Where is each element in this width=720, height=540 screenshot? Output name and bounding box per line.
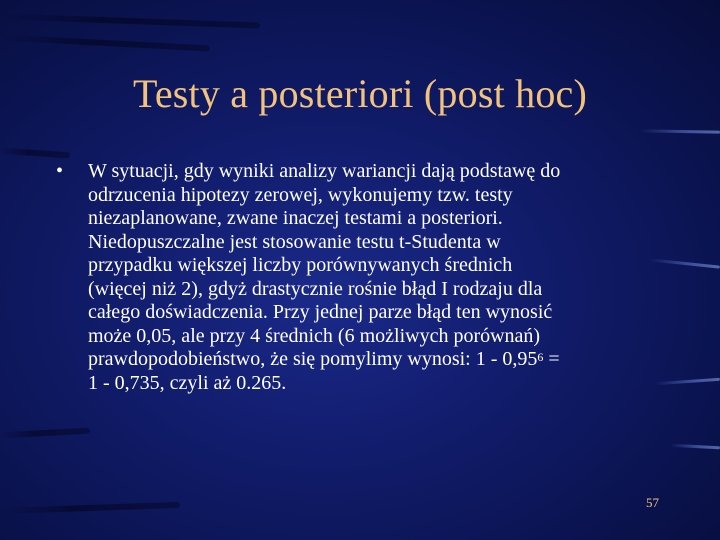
decorative-streak [0, 13, 260, 28]
body-line: Niedopuszczalne jest stosowanie testu t-Studenta w [88, 230, 501, 253]
exponent: 6 [537, 350, 544, 364]
decorative-streak [0, 148, 70, 159]
bullet-item [56, 160, 676, 395]
body-line: (więcej niż 2), gdyż drastycznie rośnie błąd I rodzaju dla [88, 277, 543, 300]
page-number: 57 [646, 495, 659, 510]
bullet-text [88, 160, 676, 395]
slide-title: Testy a posteriori (post hoc) [132, 71, 587, 116]
bullet-icon: • [56, 160, 64, 182]
body-line: niezaplanowane, zwane inaczej testami a posteriori. [88, 207, 503, 229]
decorative-streak [670, 444, 720, 450]
body-line: 1 - 0,735, czyli aż 0.265. [88, 371, 287, 394]
decorative-streak [0, 428, 90, 439]
body-line: może 0,05, ale przy 4 średnich (6 możliwych porównań) [88, 324, 541, 347]
body-line: całego doświadczenia. Przy jednej parze błąd ten wynosić [88, 301, 553, 323]
decorative-streak [640, 129, 720, 133]
decorative-streak [0, 35, 210, 52]
body-line-suffix: = [543, 348, 560, 370]
body-line [88, 348, 676, 372]
body-line: W sytuacji, gdy wyniki analizy wariancji dają podstawę do [88, 160, 561, 182]
decorative-streak [0, 502, 180, 514]
body-line: odrzucenia hipotezy zerowej, wykonujemy tzw. testy [88, 183, 513, 206]
body-line: przypadku większej liczby porównywanych średnich [88, 254, 513, 276]
body-line-prefix: prawdopodobieństwo, że się pomylimy wynosi: 1 - 0,95 [88, 348, 538, 370]
